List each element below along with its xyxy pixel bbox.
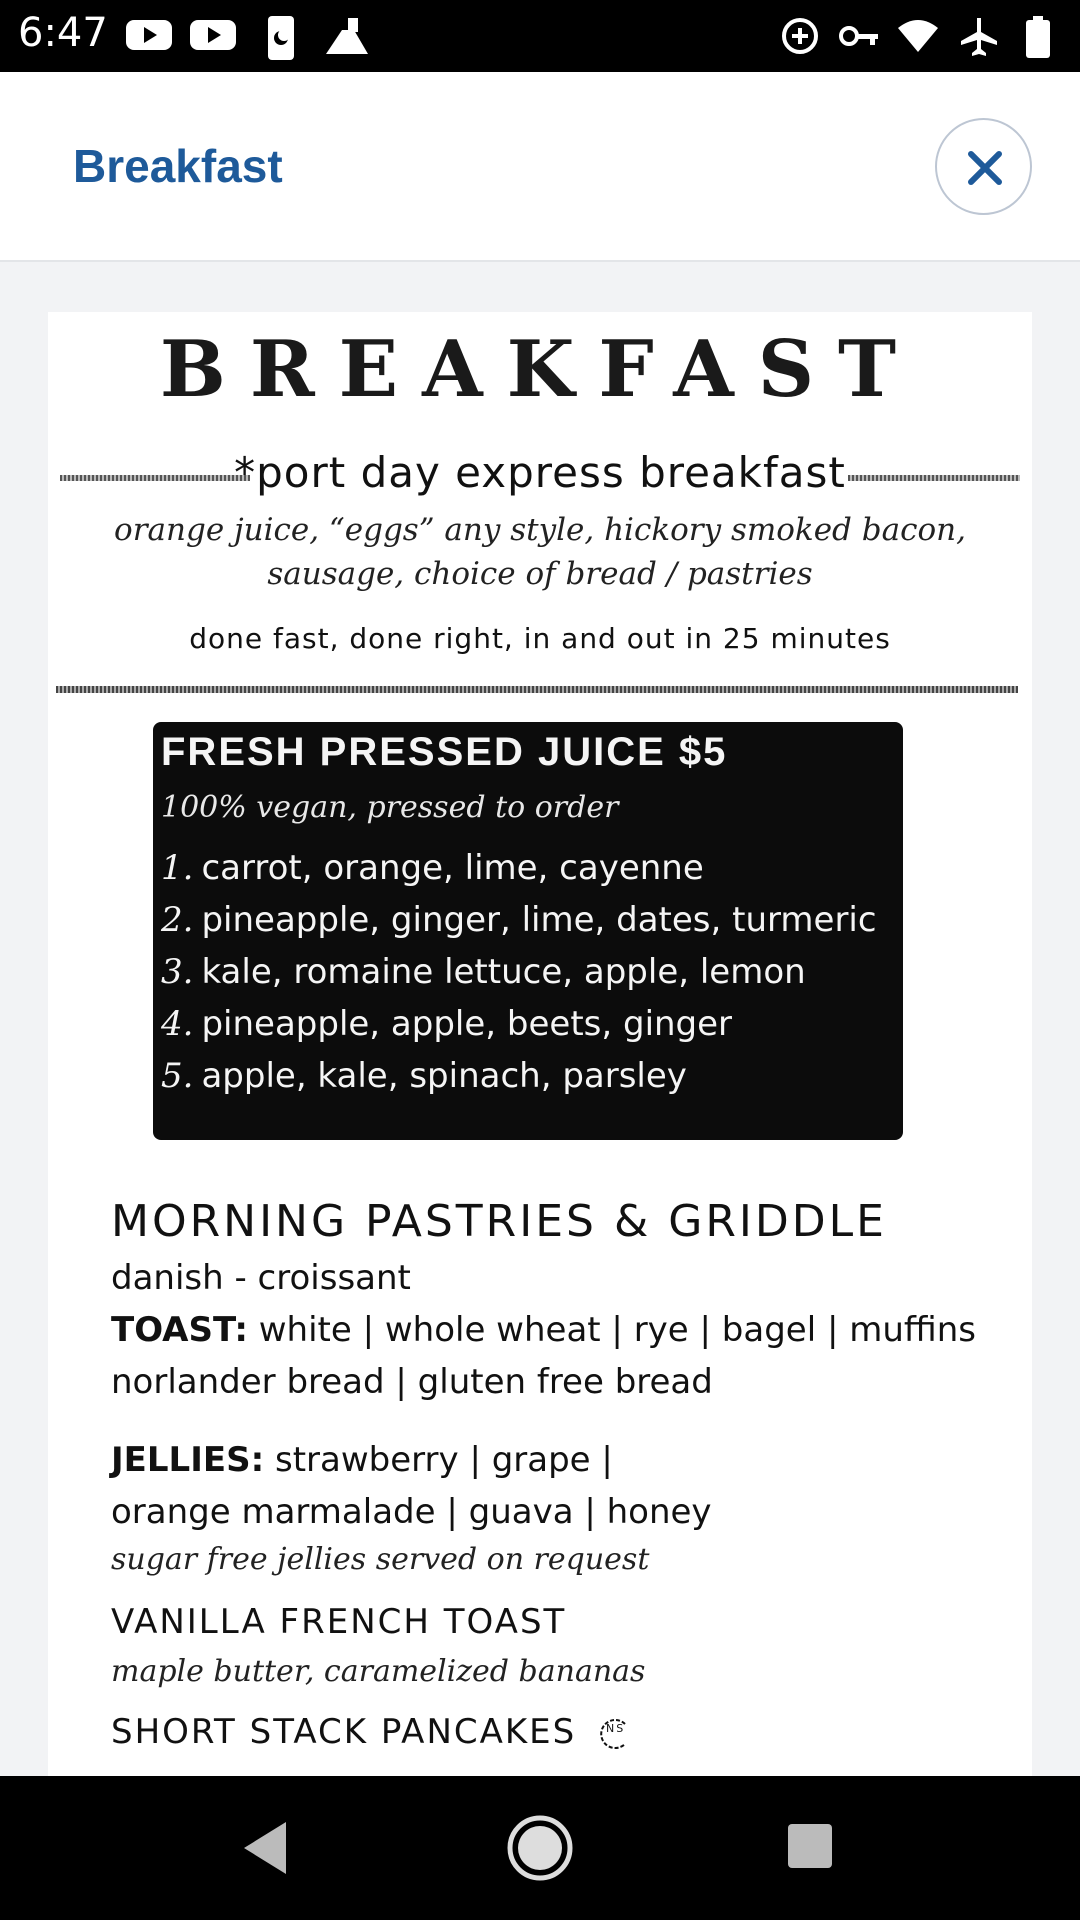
back-button[interactable] <box>240 1820 290 1881</box>
youtube-icon <box>190 16 236 57</box>
juice-item: 5. apple, kale, spinach, parsley <box>161 1056 687 1096</box>
menu-item-title: SHORT STACK PANCAKES NS <box>111 1712 631 1752</box>
close-button[interactable] <box>935 118 1032 215</box>
youtube-icon <box>126 16 172 57</box>
svg-text:NS: NS <box>606 1721 626 1735</box>
juice-item: 1. carrot, orange, lime, cayenne <box>161 848 704 888</box>
menu-item-description: maple butter, caramelized bananas <box>111 1654 646 1689</box>
phone-moon-icon <box>268 16 294 65</box>
recents-icon <box>786 1822 834 1870</box>
modal-header <box>0 72 1080 262</box>
express-description <box>48 508 1032 596</box>
menu-image <box>48 312 1032 1776</box>
airplane-icon <box>958 16 1000 63</box>
menu-title: BREAKFAST <box>159 324 921 415</box>
jellies-line: orange marmalade | guava | honey <box>111 1492 712 1532</box>
home-icon <box>506 1814 574 1882</box>
juice-panel <box>153 722 903 1140</box>
juice-item: 4. pineapple, apple, beets, ginger <box>161 1004 733 1044</box>
express-heading: *port day express breakfast <box>234 448 846 497</box>
page-title: Breakfast <box>73 140 283 192</box>
data-saver-icon <box>780 16 820 61</box>
juice-item: 2. pineapple, ginger, lime, dates, turmeric <box>161 900 877 940</box>
vpn-key-icon <box>838 16 880 61</box>
divider <box>56 686 1018 693</box>
section-heading: MORNING PASTRIES & GRIDDLE <box>111 1196 887 1247</box>
toast-line: norlander bread | gluten free bread <box>111 1362 713 1402</box>
ship-icon <box>324 16 370 61</box>
express-desc-line: orange juice, “eggs” any style, hickory smoked bacon, <box>114 512 966 548</box>
toast-line: TOAST: white | whole wheat | rye | bagel | muffins <box>111 1310 977 1350</box>
system-nav-bar <box>0 1776 1080 1920</box>
jellies-line: JELLIES: strawberry | grape | <box>111 1440 613 1480</box>
home-button[interactable] <box>506 1814 574 1887</box>
juice-title: FRESH PRESSED JUICE $5 <box>161 730 728 774</box>
juice-item: 3. kale, romaine lettuce, apple, lemon <box>161 952 806 992</box>
jellies-note: sugar free jellies served on request <box>111 1542 650 1577</box>
toast-label: TOAST: <box>111 1310 248 1350</box>
juice-subtitle: 100% vegan, pressed to order <box>161 790 619 825</box>
pastry-line: danish - croissant <box>111 1258 411 1298</box>
status-bar <box>0 0 1080 72</box>
no-sugar-icon <box>595 1716 631 1752</box>
battery-icon <box>1026 16 1050 63</box>
juice-list <box>161 842 877 1102</box>
divider <box>848 475 1020 481</box>
recents-button[interactable] <box>786 1822 834 1875</box>
close-icon <box>966 149 1004 187</box>
menu-viewer[interactable] <box>0 264 1080 1776</box>
express-tagline: done fast, done right, in and out in 25 minutes <box>189 622 891 655</box>
back-icon <box>240 1820 290 1876</box>
express-desc-line: sausage, choice of bread / pastries <box>267 556 813 592</box>
menu-item-title: VANILLA FRENCH TOAST <box>111 1602 567 1642</box>
status-time: 6:47 <box>18 10 108 56</box>
wifi-icon <box>896 16 940 61</box>
jellies-label: JELLIES: <box>111 1440 265 1480</box>
